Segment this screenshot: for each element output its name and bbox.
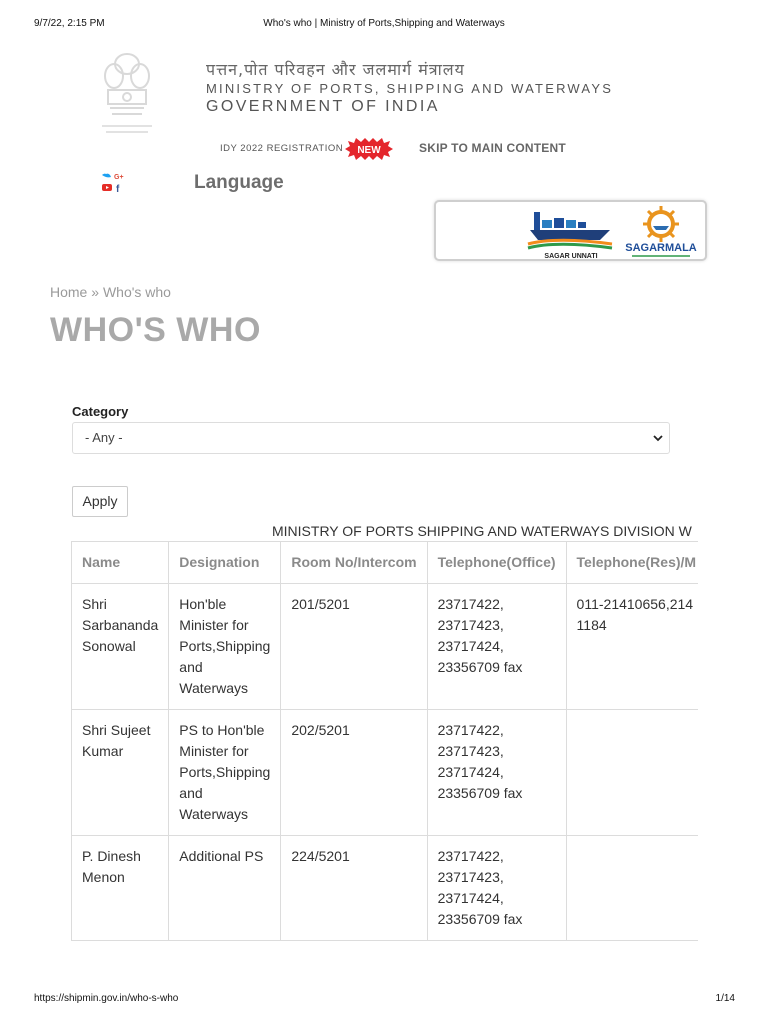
category-select[interactable] [72,422,670,454]
breadcrumb-home-link[interactable]: Home [50,284,88,300]
sagar-unnati-logo[interactable] [526,206,616,260]
youtube-icon[interactable] [102,184,112,191]
cell-telephone-res [566,836,698,941]
table-row [72,584,699,710]
cell-name: Shri Sujeet Kumar [72,710,169,836]
column-header-telephone-office: Telephone(Office) [427,542,566,584]
cell-name: Shri Sarbananda Sonowal [72,584,169,710]
national-emblem-icon[interactable] [96,46,158,138]
cell-room: 224/5201 [281,836,427,941]
cell-designation: Additional PS [169,836,281,941]
ministry-name: MINISTRY OF PORTS, SHIPPING AND WATERWAYS [206,81,614,96]
column-header-telephone-res: Telephone(Res)/M [566,542,698,584]
print-page-number: 1/14 [715,993,735,1004]
cell-telephone-res [566,710,698,836]
partner-logos-box [434,200,707,261]
skip-to-main-content-link[interactable]: SKIP TO MAIN CONTENT [419,141,566,155]
sagarmala-logo[interactable] [618,204,704,260]
cell-name: P. Dinesh Menon [72,836,169,941]
svg-text:G+: G+ [114,174,124,181]
breadcrumb [50,284,171,300]
cell-designation: Hon'ble Minister for Ports,Shipping and Waterways [169,584,281,710]
svg-text:f: f [116,184,120,194]
language-selector[interactable]: Language [194,172,284,193]
column-header-name: Name [72,542,169,584]
cell-room: 202/5201 [281,710,427,836]
category-selected-value: - Any - [85,430,123,445]
twitter-icon[interactable] [102,174,111,178]
breadcrumb-current: Who's who [102,284,171,300]
cell-room: 201/5201 [281,584,427,710]
breadcrumb-separator: » [87,284,103,300]
apply-button[interactable]: Apply [72,486,128,517]
cell-telephone-office: 23717422, 23717423, 23717424, 23356709 fax [427,836,566,941]
cell-telephone-office: 23717422, 23717423, 23717424, 23356709 fax [427,584,566,710]
whos-who-table-wrapper[interactable] [71,541,698,941]
sagar-unnati-label: SAGAR UNNATI [544,253,598,260]
new-badge-label: NEW [357,145,381,156]
table-caption: MINISTRY OF PORTS SHIPPING AND WATERWAYS DIVISION W [272,523,692,539]
column-header-room: Room No/Intercom [281,542,427,584]
social-links [101,172,127,194]
google-plus-icon[interactable] [114,174,124,181]
whos-who-table [71,541,698,941]
government-name: GOVERNMENT OF INDIA [206,98,440,115]
table-row [72,710,699,836]
print-date: 9/7/22, 2:15 PM [34,18,105,29]
cell-telephone-res: 011-21410656,2141184 [566,584,698,710]
print-url: https://shipmin.gov.in/who-s-who [34,993,179,1004]
ministry-name-hindi: पत्तन,पोत परिवहन और जलमार्ग मंत्रालय [206,60,465,79]
category-label: Category [72,404,129,419]
idy-registration-link[interactable]: IDY 2022 REGISTRATION [220,143,344,154]
new-badge [343,137,395,161]
table-header-row [72,542,699,584]
cell-designation: PS to Hon'ble Minister for Ports,Shipping and Waterways [169,710,281,836]
cell-telephone-office: 23717422, 23717423, 23717424, 23356709 fax [427,710,566,836]
page-title: WHO'S WHO [50,311,261,349]
print-page-title: Who's who | Ministry of Ports,Shipping and Waterways [263,18,505,29]
chevron-down-icon [653,433,663,443]
table-row [72,836,699,941]
column-header-designation: Designation [169,542,281,584]
facebook-icon[interactable] [116,184,120,194]
sagarmala-label: SAGARMALA [625,242,697,254]
